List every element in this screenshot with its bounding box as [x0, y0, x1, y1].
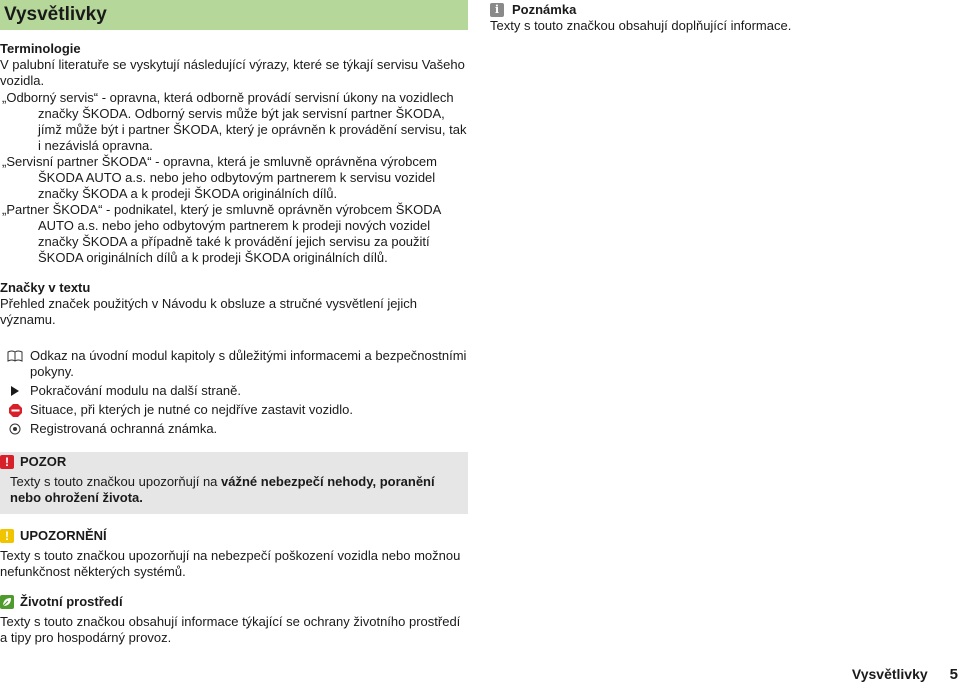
arrow-right-icon [0, 383, 30, 397]
term-name: „Odborný servis“ [2, 90, 99, 105]
right-column [490, 0, 958, 34]
symbol-item [0, 421, 468, 437]
note-label: Poznámka [512, 2, 577, 17]
environment-label: Životní prostředí [20, 594, 123, 609]
page-title [0, 0, 468, 30]
warning-box [0, 452, 468, 514]
term-definition: - opravna, která odborně provádí servisní úkony na vozidlech značky ŠKODA. Odborný servis může být jak servisní partner ŠKODA, jímž může být i partner ŠKODA, který je oprávněn k provádění servisu, tak i nezávislá opravna. [38, 90, 467, 153]
footer-section-name: Vysvětlivky [851, 666, 928, 682]
term-name: „Partner ŠKODA“ [2, 202, 103, 217]
terminology-section [0, 41, 468, 266]
caution-icon: ! [0, 529, 14, 543]
symbol-description: Situace, při kterých je nutné co nejdříve zastavit vozidlo. [30, 402, 353, 417]
symbols-heading: Značky v textu [0, 280, 91, 295]
warning-label: POZOR [20, 454, 67, 469]
term-name: „Servisní partner ŠKODA“ [2, 154, 152, 169]
terminology-intro: V palubní literatuře se vyskytují následující výrazy, které se týkají servisu Vašeho vozidla. [0, 57, 465, 88]
terminology-heading: Terminologie [0, 41, 81, 56]
symbols-list [0, 348, 468, 437]
info-icon: i [490, 3, 504, 17]
term-item [0, 154, 468, 202]
book-icon [0, 348, 30, 362]
note-head [490, 2, 958, 18]
symbol-item [0, 383, 468, 399]
term-list [0, 90, 468, 266]
environment-text: Texty s touto značkou obsahují informace týkající se ochrany životního prostředí a tipy pro hospodárný provoz. [0, 614, 461, 645]
symbols-intro: Přehled značek použitých v Návodu k obsluze a stručné vysvětlení jejich významu. [0, 296, 417, 327]
page-footer [852, 666, 960, 687]
symbol-description: Registrovaná ochranná známka. [30, 421, 218, 436]
caution-text: Texty s touto značkou upozorňují na nebezpečí poškození vozidla nebo možnou nefunkčnost některých systémů. [0, 548, 461, 579]
left-column [0, 0, 468, 646]
symbol-item [0, 402, 468, 418]
term-definition: - podnikatel, který je smluvně oprávněn výrobcem ŠKODA AUTO a.s. nebo jeho odbytovým partnerem k prodeji nových vozidel značky ŠKODA a případně také k provádění jejich servisu za použití ŠKODA originálních dílů a k prodeji ŠKODA originálních dílů. [38, 202, 441, 265]
environment-box [0, 594, 468, 646]
exclamation-icon: ! [0, 455, 14, 469]
warning-text-prefix: Texty s touto značkou upozorňují na [10, 474, 222, 489]
caution-head [0, 528, 468, 544]
stop-icon [0, 402, 30, 417]
note-text: Texty s touto značkou obsahují doplňující informace. [490, 18, 792, 33]
warning-head [0, 454, 458, 470]
warning-text [10, 474, 458, 506]
symbols-section [0, 280, 468, 437]
caution-box [0, 528, 468, 580]
page-title-text: Vysvětlivky [4, 4, 107, 25]
symbol-description: Pokračování modulu na další straně. [30, 383, 242, 398]
term-item [0, 202, 468, 266]
symbol-description: Odkaz na úvodní modul kapitoly s důležitými informacemi a bezpečnostními pokyny. [30, 348, 467, 379]
registered-icon [0, 421, 30, 435]
environment-head [0, 594, 468, 610]
term-item [0, 90, 468, 154]
symbol-item [0, 348, 468, 380]
leaf-icon [0, 595, 14, 609]
caution-label: UPOZORNĚNÍ [20, 528, 107, 543]
warning-text-bold: vážné nebezpečí nehody, poranění nebo ohrožení života. [10, 474, 435, 505]
term-definition: - opravna, která je smluvně oprávněna výrobcem ŠKODA AUTO a.s. nebo jeho odbytovým partnerem k servisu vozidel značky ŠKODA a k prodeji ŠKODA originálních dílů. [38, 154, 437, 201]
page-number: 5 [949, 666, 958, 683]
